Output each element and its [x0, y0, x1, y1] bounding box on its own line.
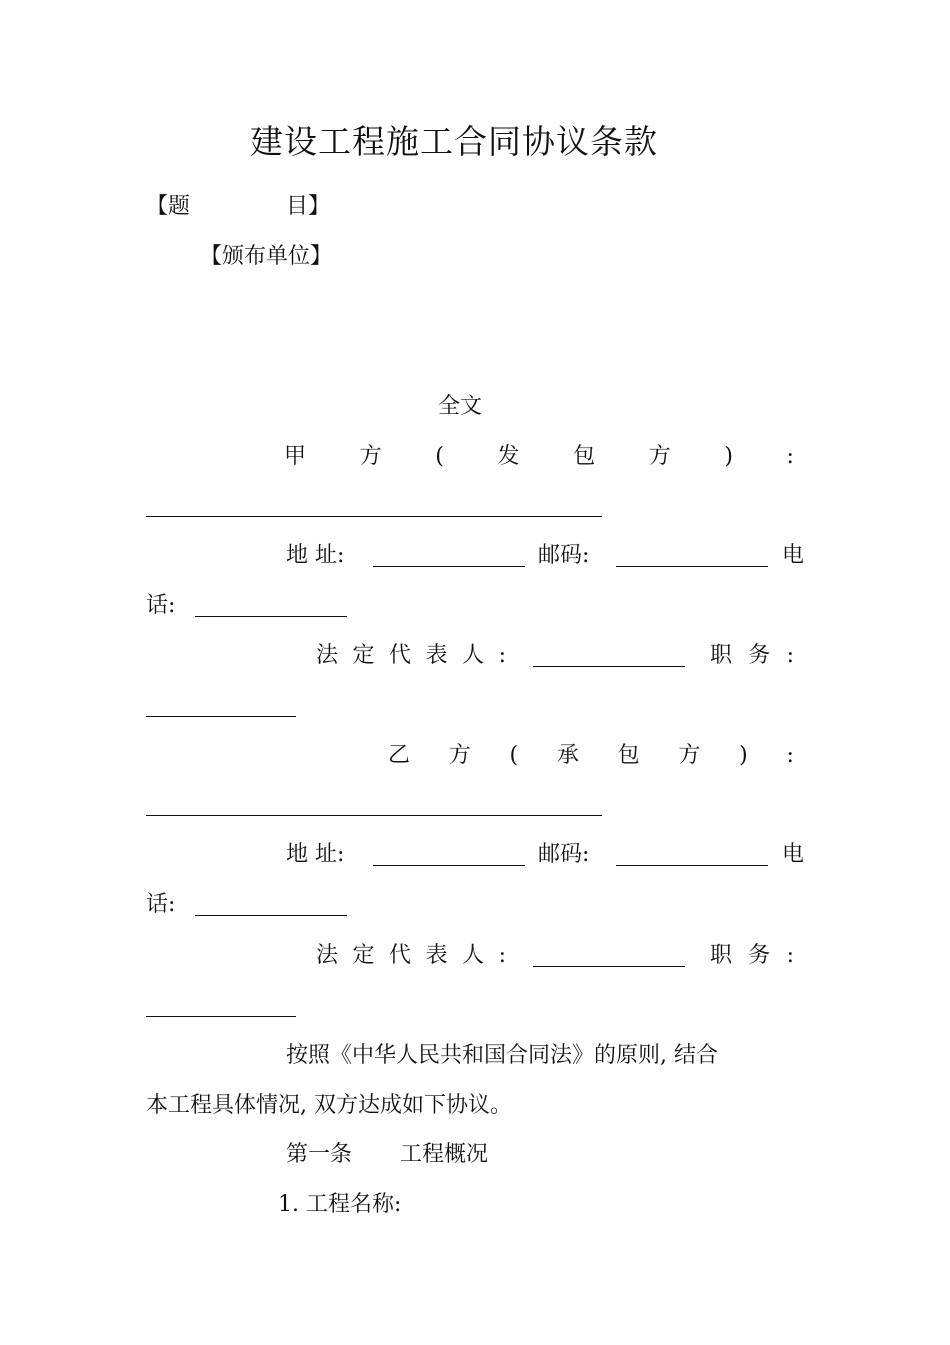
- party-b-heading-char: ): [739, 743, 748, 768]
- party-a-heading-char: 发: [497, 444, 520, 469]
- party-b-address-label: 地 址:: [286, 842, 345, 867]
- party-b-heading-char: :: [786, 743, 794, 768]
- party-b-phone-label-part2: 话:: [146, 892, 176, 917]
- party-a-rep-char: 定: [352, 643, 375, 668]
- party-a-position-char: 务: [748, 643, 771, 668]
- intro-line-2: 本工程具体情况, 双方达成如下协议。: [146, 1093, 512, 1118]
- party-a-name-blank[interactable]: [146, 516, 602, 517]
- party-b-heading-char: 方: [448, 743, 471, 768]
- item-1-project-name: 1. 工程名称:: [278, 1192, 402, 1217]
- issuer-label: 【颁布单位】: [200, 244, 333, 269]
- article-1-number: 第一条: [286, 1142, 353, 1167]
- party-b-heading-char: 乙: [388, 743, 411, 768]
- party-a-heading-char: 甲: [284, 444, 307, 469]
- party-b-heading: [388, 743, 794, 769]
- party-a-address-label: 地 址:: [286, 543, 345, 568]
- party-b-phone-label-part1: 电: [782, 842, 805, 867]
- party-a-rep-char: 人: [462, 643, 485, 668]
- party-a-rep-blank[interactable]: [533, 666, 685, 667]
- subject-label-right: 目】: [286, 194, 331, 219]
- party-a-rep-char: :: [498, 643, 506, 668]
- article-1-title: 工程概况: [400, 1142, 489, 1167]
- party-a-heading-char: 方: [359, 444, 382, 469]
- party-b-rep-blank[interactable]: [533, 966, 685, 967]
- party-b-heading-char: (: [509, 743, 519, 768]
- party-b-position-blank[interactable]: [146, 1016, 296, 1017]
- party-a-heading-char: :: [786, 444, 794, 469]
- party-b-heading-char: 方: [678, 743, 701, 768]
- party-a-phone-blank[interactable]: [195, 616, 347, 617]
- party-b-address-blank[interactable]: [373, 865, 525, 866]
- party-a-rep-char: 表: [425, 643, 448, 668]
- party-b-rep-char: 代: [389, 943, 412, 968]
- party-a-position-char: 职: [710, 643, 733, 668]
- party-b-position-char: :: [786, 943, 794, 968]
- party-b-position-label: [710, 943, 794, 969]
- party-b-postcode-label: 邮码:: [538, 842, 590, 867]
- party-a-position-char: :: [786, 643, 794, 668]
- party-b-rep-char: 定: [352, 943, 375, 968]
- party-b-rep-char: :: [498, 943, 506, 968]
- party-b-postcode-blank[interactable]: [616, 865, 768, 866]
- party-a-rep-char: 法: [316, 643, 339, 668]
- party-a-phone-label-part2: 话:: [146, 593, 176, 618]
- subject-label-left: 【题: [146, 194, 191, 219]
- party-b-rep-char: 人: [462, 943, 485, 968]
- party-a-heading-char: 方: [648, 444, 671, 469]
- party-b-heading-char: 包: [617, 743, 640, 768]
- party-b-position-char: 职: [710, 943, 733, 968]
- party-b-rep-char: 表: [425, 943, 448, 968]
- party-a-rep-label: [316, 643, 506, 669]
- party-a-address-blank[interactable]: [373, 566, 525, 567]
- party-b-name-blank[interactable]: [146, 815, 602, 816]
- party-a-heading: [284, 444, 794, 470]
- party-a-heading-char: ): [724, 444, 733, 469]
- party-a-postcode-label: 邮码:: [538, 543, 590, 568]
- party-a-heading-char: 包: [573, 444, 596, 469]
- party-b-heading-char: 承: [556, 743, 579, 768]
- party-b-position-char: 务: [748, 943, 771, 968]
- party-a-position-label: [710, 643, 794, 669]
- party-a-rep-char: 代: [389, 643, 412, 668]
- party-b-rep-label: [316, 943, 506, 969]
- party-b-rep-char: 法: [316, 943, 339, 968]
- party-a-phone-label-part1: 电: [782, 543, 805, 568]
- party-a-heading-char: (: [435, 444, 444, 469]
- party-b-phone-blank[interactable]: [195, 915, 347, 916]
- party-a-position-blank[interactable]: [146, 716, 296, 717]
- intro-line-1: 按照《中华人民共和国合同法》的原则, 结合: [286, 1043, 718, 1068]
- document-title: 建设工程施工合同协议条款: [250, 122, 658, 161]
- fulltext-label: 全文: [438, 394, 483, 419]
- party-a-postcode-blank[interactable]: [616, 566, 768, 567]
